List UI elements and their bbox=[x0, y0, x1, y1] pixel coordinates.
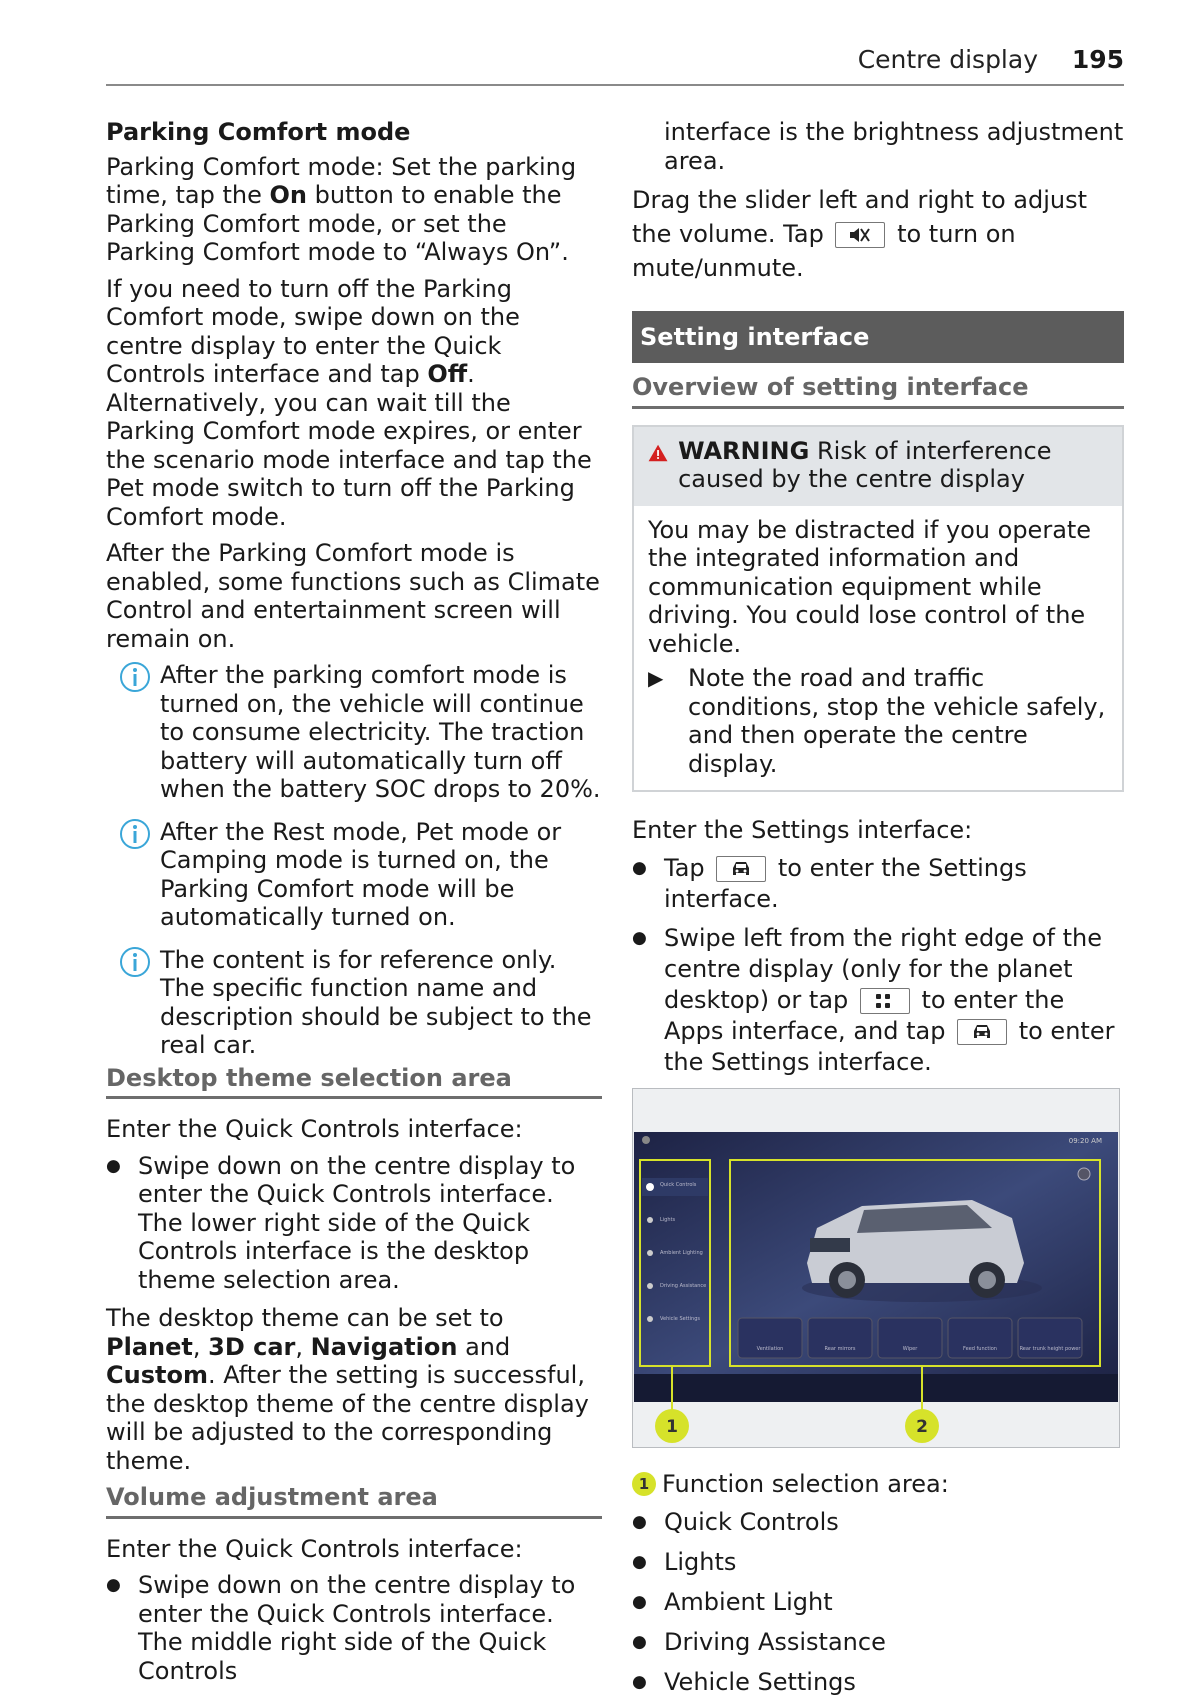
header-title: Centre display bbox=[857, 45, 1038, 74]
triangle-bullet-icon: ▶ bbox=[648, 666, 664, 690]
section-title: Parking Comfort mode bbox=[106, 118, 411, 146]
settings-screenshot bbox=[632, 1088, 1120, 1448]
list-item: ● Swipe down on the centre display to enter the Quick Controls interface. The lower right side of the Quick Controls interface is the desktop theme selection area. bbox=[106, 1152, 602, 1295]
svg-text:Rear trunk height power: Rear trunk height power bbox=[1019, 1345, 1081, 1352]
quick-tile[interactable] bbox=[738, 1318, 802, 1358]
paragraph-parking-set: Parking Comfort mode: Set the parking time, tap the On button to enable the Parking Comfort mode, or set the Parking Comfort mode to “Always On”. bbox=[106, 152, 577, 266]
svg-text:Ventilation: Ventilation bbox=[756, 1345, 784, 1352]
info-note bbox=[118, 818, 602, 932]
info-icon bbox=[118, 946, 152, 978]
menu-item[interactable]: Ambient Lighting bbox=[660, 1249, 703, 1256]
quick-tile[interactable] bbox=[878, 1318, 942, 1358]
menu-item[interactable]: Lights bbox=[660, 1216, 676, 1223]
right-column bbox=[632, 118, 1124, 1708]
page-number: 195 bbox=[1071, 45, 1124, 74]
legend-label: Function selection area: bbox=[662, 1469, 949, 1498]
info-icon bbox=[118, 818, 152, 850]
apps-icon bbox=[860, 988, 910, 1014]
paragraph-volume-drag: Drag the slider left and right to adjust the volume. Tap to turn on mute/unmute. bbox=[632, 186, 1088, 282]
subheading-volume: Volume adjustment area bbox=[106, 1483, 602, 1519]
paragraph-enter-settings: Enter the Settings interface: bbox=[632, 816, 973, 844]
paragraph-continued: interface is the brightness adjustment area. bbox=[664, 118, 1124, 175]
list-item: ● Tap to enter the Settings interface. bbox=[632, 853, 1124, 915]
callout-badge: 1 bbox=[632, 1472, 656, 1496]
warning-title: WARNING Risk of interference caused by the centre display bbox=[678, 436, 1052, 493]
paragraph-intro: Enter the Quick Controls interface: bbox=[106, 1115, 523, 1143]
svg-text:Feed function: Feed function bbox=[963, 1345, 997, 1352]
svg-text:Wiper: Wiper bbox=[902, 1345, 918, 1352]
note-text: After the parking comfort mode is turned on, the vehicle will continue to consume electricity. The traction battery will automatically turn off when the battery SOC drops to 20%. bbox=[160, 661, 601, 803]
info-note bbox=[118, 946, 602, 1060]
list-item: ● Swipe left from the right edge of the centre display (only for the planet desktop) or tap to enter the Apps interface, and tap to enter the Settings interface. bbox=[632, 923, 1124, 1078]
car-settings-icon bbox=[957, 1019, 1007, 1045]
list-item: ● Lights bbox=[632, 1546, 1124, 1578]
mute-icon bbox=[835, 222, 885, 248]
quick-tile[interactable] bbox=[808, 1318, 872, 1358]
svg-text:1: 1 bbox=[666, 1416, 678, 1437]
svg-text:2: 2 bbox=[916, 1416, 928, 1437]
warning-action: ▶ Note the road and traffic conditions, stop the vehicle safely, and then operate the centre display. bbox=[648, 664, 1106, 778]
info-note bbox=[118, 661, 602, 804]
warning-body bbox=[634, 506, 1122, 791]
quick-tile[interactable] bbox=[1018, 1318, 1082, 1358]
warning-header bbox=[634, 427, 1122, 506]
info-icon bbox=[118, 661, 152, 693]
left-column bbox=[106, 118, 602, 1695]
warning-box bbox=[632, 425, 1124, 793]
subheading-overview: Overview of setting interface bbox=[632, 373, 1124, 409]
list-item: ● Ambient Light bbox=[632, 1586, 1124, 1618]
menu-item[interactable]: Driving Assistance bbox=[660, 1282, 707, 1289]
menu-item[interactable]: Quick Controls bbox=[660, 1181, 697, 1188]
bullet-list bbox=[106, 1152, 602, 1295]
svg-text:Rear mirrors: Rear mirrors bbox=[824, 1345, 856, 1352]
warning-text: You may be distracted if you operate the integrated information and communication equipment while driving. You could lose control of the vehicle. bbox=[648, 515, 1092, 658]
list-item: ● Vehicle Settings bbox=[632, 1666, 1124, 1698]
note-text: After the Rest mode, Pet mode or Camping mode is turned on, the Parking Comfort mode will be automatically turned on. bbox=[160, 817, 562, 931]
page-header bbox=[106, 40, 1124, 86]
paragraph-parking-off: If you need to turn off the Parking Comfort mode, swipe down on the centre display to enter the Quick Controls interface and tap Off. Alternatively, you can wait till the Parking Comfort mode expires, or enter the scenario mode interface and tap the Pet mode switch to turn off the Parking Comfort mode. bbox=[106, 274, 592, 531]
paragraph-parking-enabled: After the Parking Comfort mode is enabled, some functions such as Climate Control and entertainment screen will remain on. bbox=[106, 539, 600, 653]
paragraph-desktop-theme: The desktop theme can be set to Planet, 3D car, Navigation and Custom. After the setting is successful, the desktop theme of the centre display will be adjusted to the corresponding theme. bbox=[106, 1304, 589, 1475]
subheading-desktop-theme: Desktop theme selection area bbox=[106, 1064, 602, 1100]
svg-text:09:20 AM: 09:20 AM bbox=[1068, 1136, 1102, 1145]
list-item: ● Driving Assistance bbox=[632, 1626, 1124, 1658]
warning-icon bbox=[648, 437, 668, 469]
car-settings-icon bbox=[716, 856, 766, 882]
bullet-list bbox=[632, 853, 1124, 1078]
list-item: ● Quick Controls bbox=[632, 1506, 1124, 1538]
section-bar: Setting interface bbox=[632, 311, 1124, 363]
list-item: ● Swipe down on the centre display to enter the Quick Controls interface. The middle right side of the Quick Controls bbox=[106, 1571, 602, 1685]
gear-icon bbox=[1078, 1168, 1090, 1180]
note-text: The content is for reference only. The specific function name and description should be subject to the real car. bbox=[160, 945, 592, 1059]
function-list bbox=[632, 1506, 1124, 1698]
legend-function-area bbox=[632, 1470, 1124, 1499]
paragraph-intro: Enter the Quick Controls interface: bbox=[106, 1534, 523, 1563]
quick-tile[interactable] bbox=[948, 1318, 1012, 1358]
bullet-list bbox=[106, 1571, 602, 1685]
menu-item[interactable]: Vehicle Settings bbox=[660, 1315, 700, 1322]
